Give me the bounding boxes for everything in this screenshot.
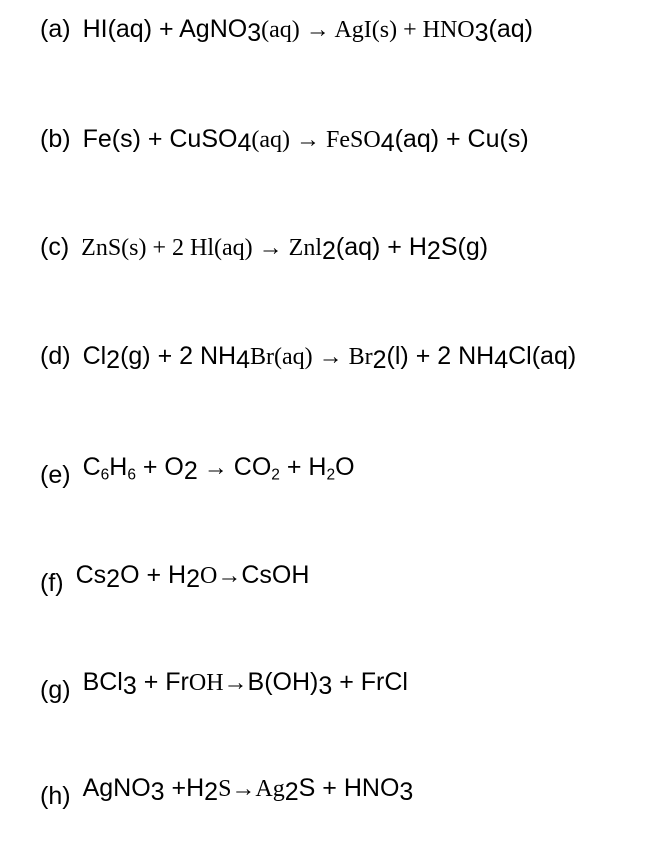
formula-text: Cl: [82, 342, 107, 370]
formula-text: O + H: [120, 561, 187, 589]
formula-text: H: [109, 453, 128, 481]
formula-text: Cl(aq): [508, 342, 577, 370]
subscript-text: 2: [183, 457, 198, 485]
equation-label: (h): [40, 782, 71, 810]
equation-text: [82, 15, 533, 47]
equation-text: [82, 125, 529, 157]
subscript-text: 2: [372, 346, 387, 374]
subscript-text: 2: [186, 565, 200, 593]
formula-text: HI(aq) + AgNO: [82, 15, 248, 43]
formula-text: BCl: [82, 668, 123, 696]
formula-text: ZnS(s) + 2 Hl(aq) → Znl: [81, 235, 322, 261]
formula-text: + O: [135, 453, 184, 481]
equation-g: [40, 667, 408, 704]
subscript-text: 2: [326, 466, 336, 484]
formula-text: (aq) → FeSO: [251, 127, 381, 153]
equation-label: (f): [40, 569, 64, 597]
formula-text: OH→: [188, 670, 248, 696]
formula-text: +H: [164, 774, 205, 802]
equation-text: [75, 561, 310, 593]
subscript-text: 4: [494, 346, 509, 374]
subscript-text: 2: [322, 237, 336, 265]
formula-text: + Fr: [136, 668, 189, 696]
subscript-text: 4: [380, 129, 395, 157]
equation-d: [40, 341, 576, 372]
subscript-text: 3: [318, 672, 333, 700]
subscript-text: 3: [474, 19, 489, 47]
subscript-text: 2: [106, 346, 121, 374]
equation-label: (g): [40, 676, 71, 704]
formula-text: + H: [279, 453, 327, 481]
formula-text: + FrCl: [332, 668, 408, 696]
subscript-text: 4: [236, 346, 250, 374]
subscript-text: 2: [204, 778, 219, 806]
formula-text: CsOH: [241, 561, 310, 589]
formula-text: AgNO: [82, 774, 151, 802]
subscript-text: 3: [399, 778, 414, 806]
formula-text: (l) + 2 NH: [386, 342, 495, 370]
subscript-text: 6: [127, 466, 136, 484]
equation-text: [81, 233, 489, 265]
equation-text: [82, 342, 577, 374]
formula-text: C: [82, 453, 101, 481]
formula-text: (g) + 2 NH: [120, 342, 237, 370]
equation-text: [82, 774, 414, 806]
equation-text: [82, 453, 355, 485]
formula-text: →: [197, 455, 234, 481]
subscript-text: 3: [247, 19, 262, 47]
equation-h: [40, 773, 414, 810]
equation-f: [40, 560, 310, 597]
equation-c: [40, 232, 488, 263]
subscript-text: 2: [426, 237, 441, 265]
subscript-text: 3: [122, 672, 137, 700]
formula-text: (aq): [488, 15, 533, 43]
formula-text: S + HNO: [298, 774, 400, 802]
equation-a: [40, 14, 533, 45]
equation-e: [40, 452, 355, 490]
subscript-text: 2: [106, 565, 121, 593]
formula-text: Cs: [75, 561, 107, 589]
formula-text: Br(aq) → Br: [250, 344, 373, 370]
formula-text: S→Ag: [218, 776, 285, 802]
equation-label: (e): [40, 461, 71, 489]
formula-text: (aq) → AgI(s) + HNO: [261, 17, 475, 43]
subscript-text: 3: [150, 778, 165, 806]
formula-text: (aq) + Cu(s): [394, 125, 529, 153]
equation-text: [82, 668, 408, 700]
formula-text: (aq) + H: [335, 233, 427, 261]
equation-label: (c): [40, 233, 70, 261]
equation-label: (b): [40, 125, 71, 153]
subscript-text: 4: [237, 129, 252, 157]
equation-label: (d): [40, 342, 71, 370]
equation-b: [40, 124, 529, 155]
equation-label: (a): [40, 15, 71, 43]
subscript-text: 6: [100, 466, 110, 484]
subscript-text: 2: [284, 778, 299, 806]
formula-text: CO: [233, 453, 272, 481]
formula-text: B(OH): [247, 668, 319, 696]
formula-text: S(g): [440, 233, 489, 261]
formula-text: O→: [199, 563, 242, 589]
formula-text: Fe(s) + CuSO: [82, 125, 238, 153]
subscript-text: 2: [271, 466, 280, 484]
formula-text: O: [335, 453, 355, 481]
